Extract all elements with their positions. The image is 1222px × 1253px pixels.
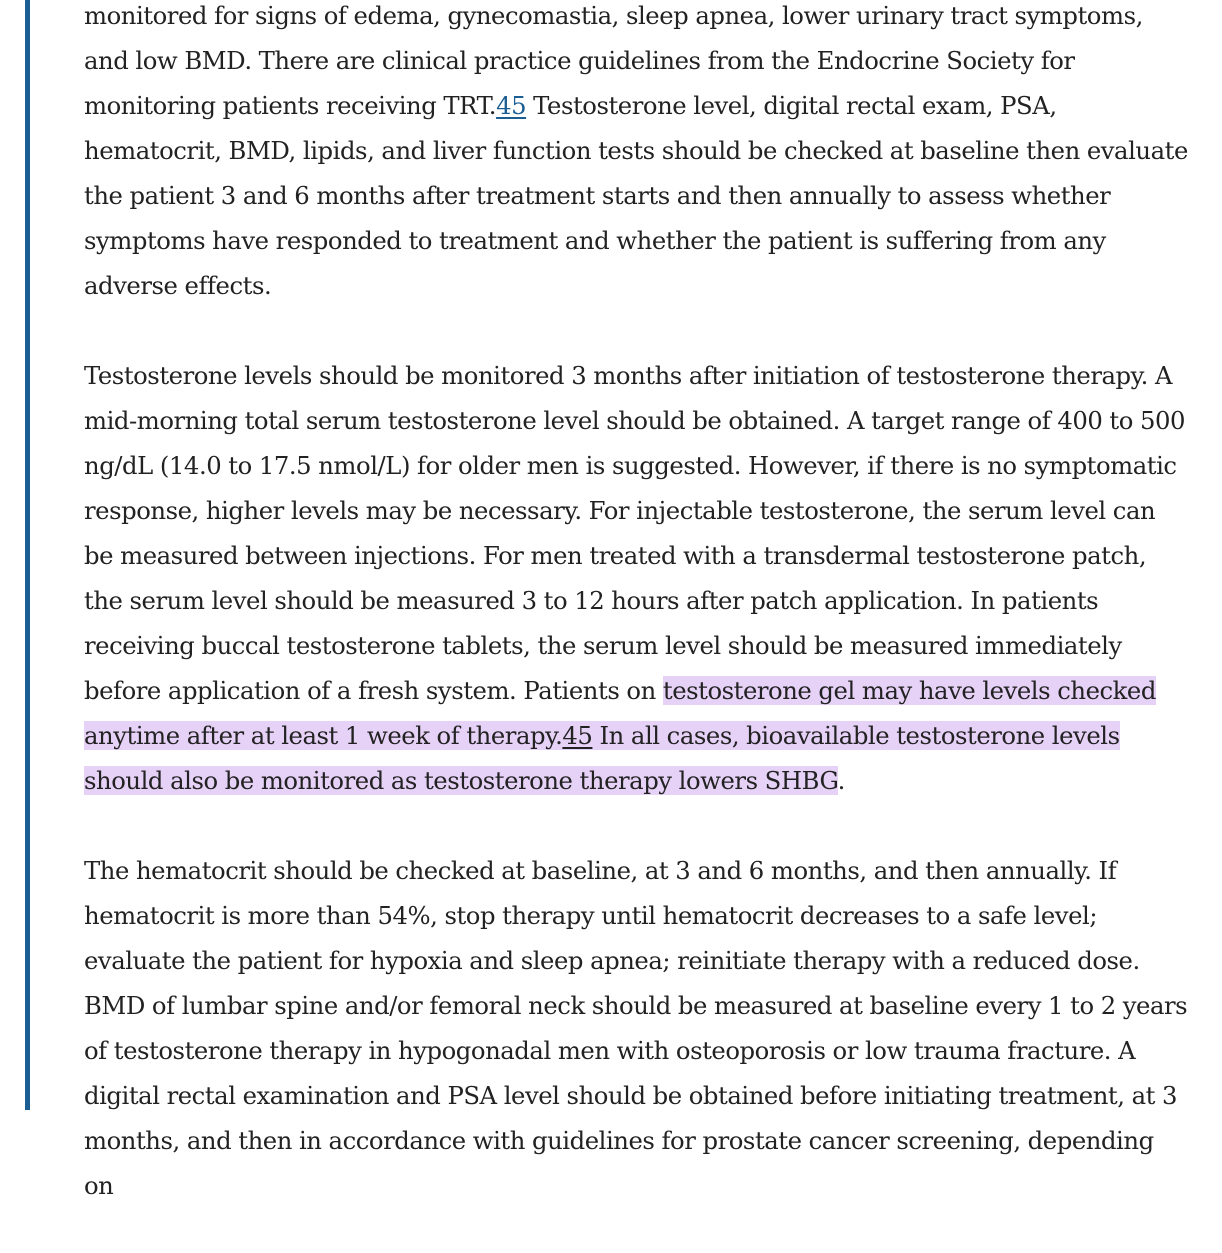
citation-link-45[interactable]: 45: [496, 91, 527, 120]
paragraph-text: Testosterone levels should be monitored 3 months after initiation of testosterone therapy. A mid-morning total serum testosterone level should be obtained. A target range of 400 to 500 ng/dL (14.0 to 17.5 nmol/L) for older men is suggested. However, if there is no symptomatic response, higher levels may be necessary. For injectable testosterone, the serum level can be measured between injections. For men treated with a transdermal testosterone patch, the serum level should be measured 3 to 12 hours after patch application. In patients receiving buccal testosterone tablets, the serum level should be measured immediately before application of a fresh system. Patients on: [84, 361, 1186, 705]
highlighted-text: testosterone gel may have levels checked anytime after at least 1 week of therapy.: [84, 676, 1156, 750]
citation-link-45[interactable]: 45: [562, 721, 593, 750]
paragraph-testosterone-levels: [84, 353, 1188, 803]
paragraph-text: The hematocrit should be checked at baseline, at 3 and 6 months, and then annually. If hematocrit is more than 54%, stop therapy until hematocrit decreases to a safe level; evaluate the patient for hypoxia and sleep apnea; reinitiate therapy with a reduced dose. BMD of lumbar spine and/or femoral neck should be measured at baseline every 1 to 2 years of testosterone therapy in hypogonadal men with osteoporosis or low trauma fracture. A digital rectal examination and PSA level should be obtained before initiating treatment, at 3 months, and then in accordance with guidelines for prostate cancer screening, depending on: [84, 856, 1188, 1200]
paragraph-monitoring-guidelines: [84, 0, 1188, 308]
blockquote-accent-bar: [25, 0, 30, 1110]
paragraph-text: .: [837, 766, 845, 795]
paragraph-hematocrit: [84, 848, 1188, 1208]
paragraph-text: Testosterone level, digital rectal exam, PSA, hematocrit, BMD, lipids, and liver function tests should be checked at baseline then evaluate the patient 3 and 6 months after treatment starts and then annually to assess whether symptoms have responded to treatment and whether the patient is suffering from any adverse effects.: [84, 91, 1188, 300]
paragraph-text: monitored for signs of edema, gynecomastia, sleep apnea, lower urinary tract symptoms, and low BMD. There are clinical practice guidelines from the Endocrine Society for monitoring patients receiving TRT.: [84, 1, 1143, 120]
highlighted-text: In all cases, bioavailable testosterone levels should also be monitored as testosterone therapy lowers SHBG: [84, 721, 1120, 795]
article-body: [84, 0, 1188, 1253]
